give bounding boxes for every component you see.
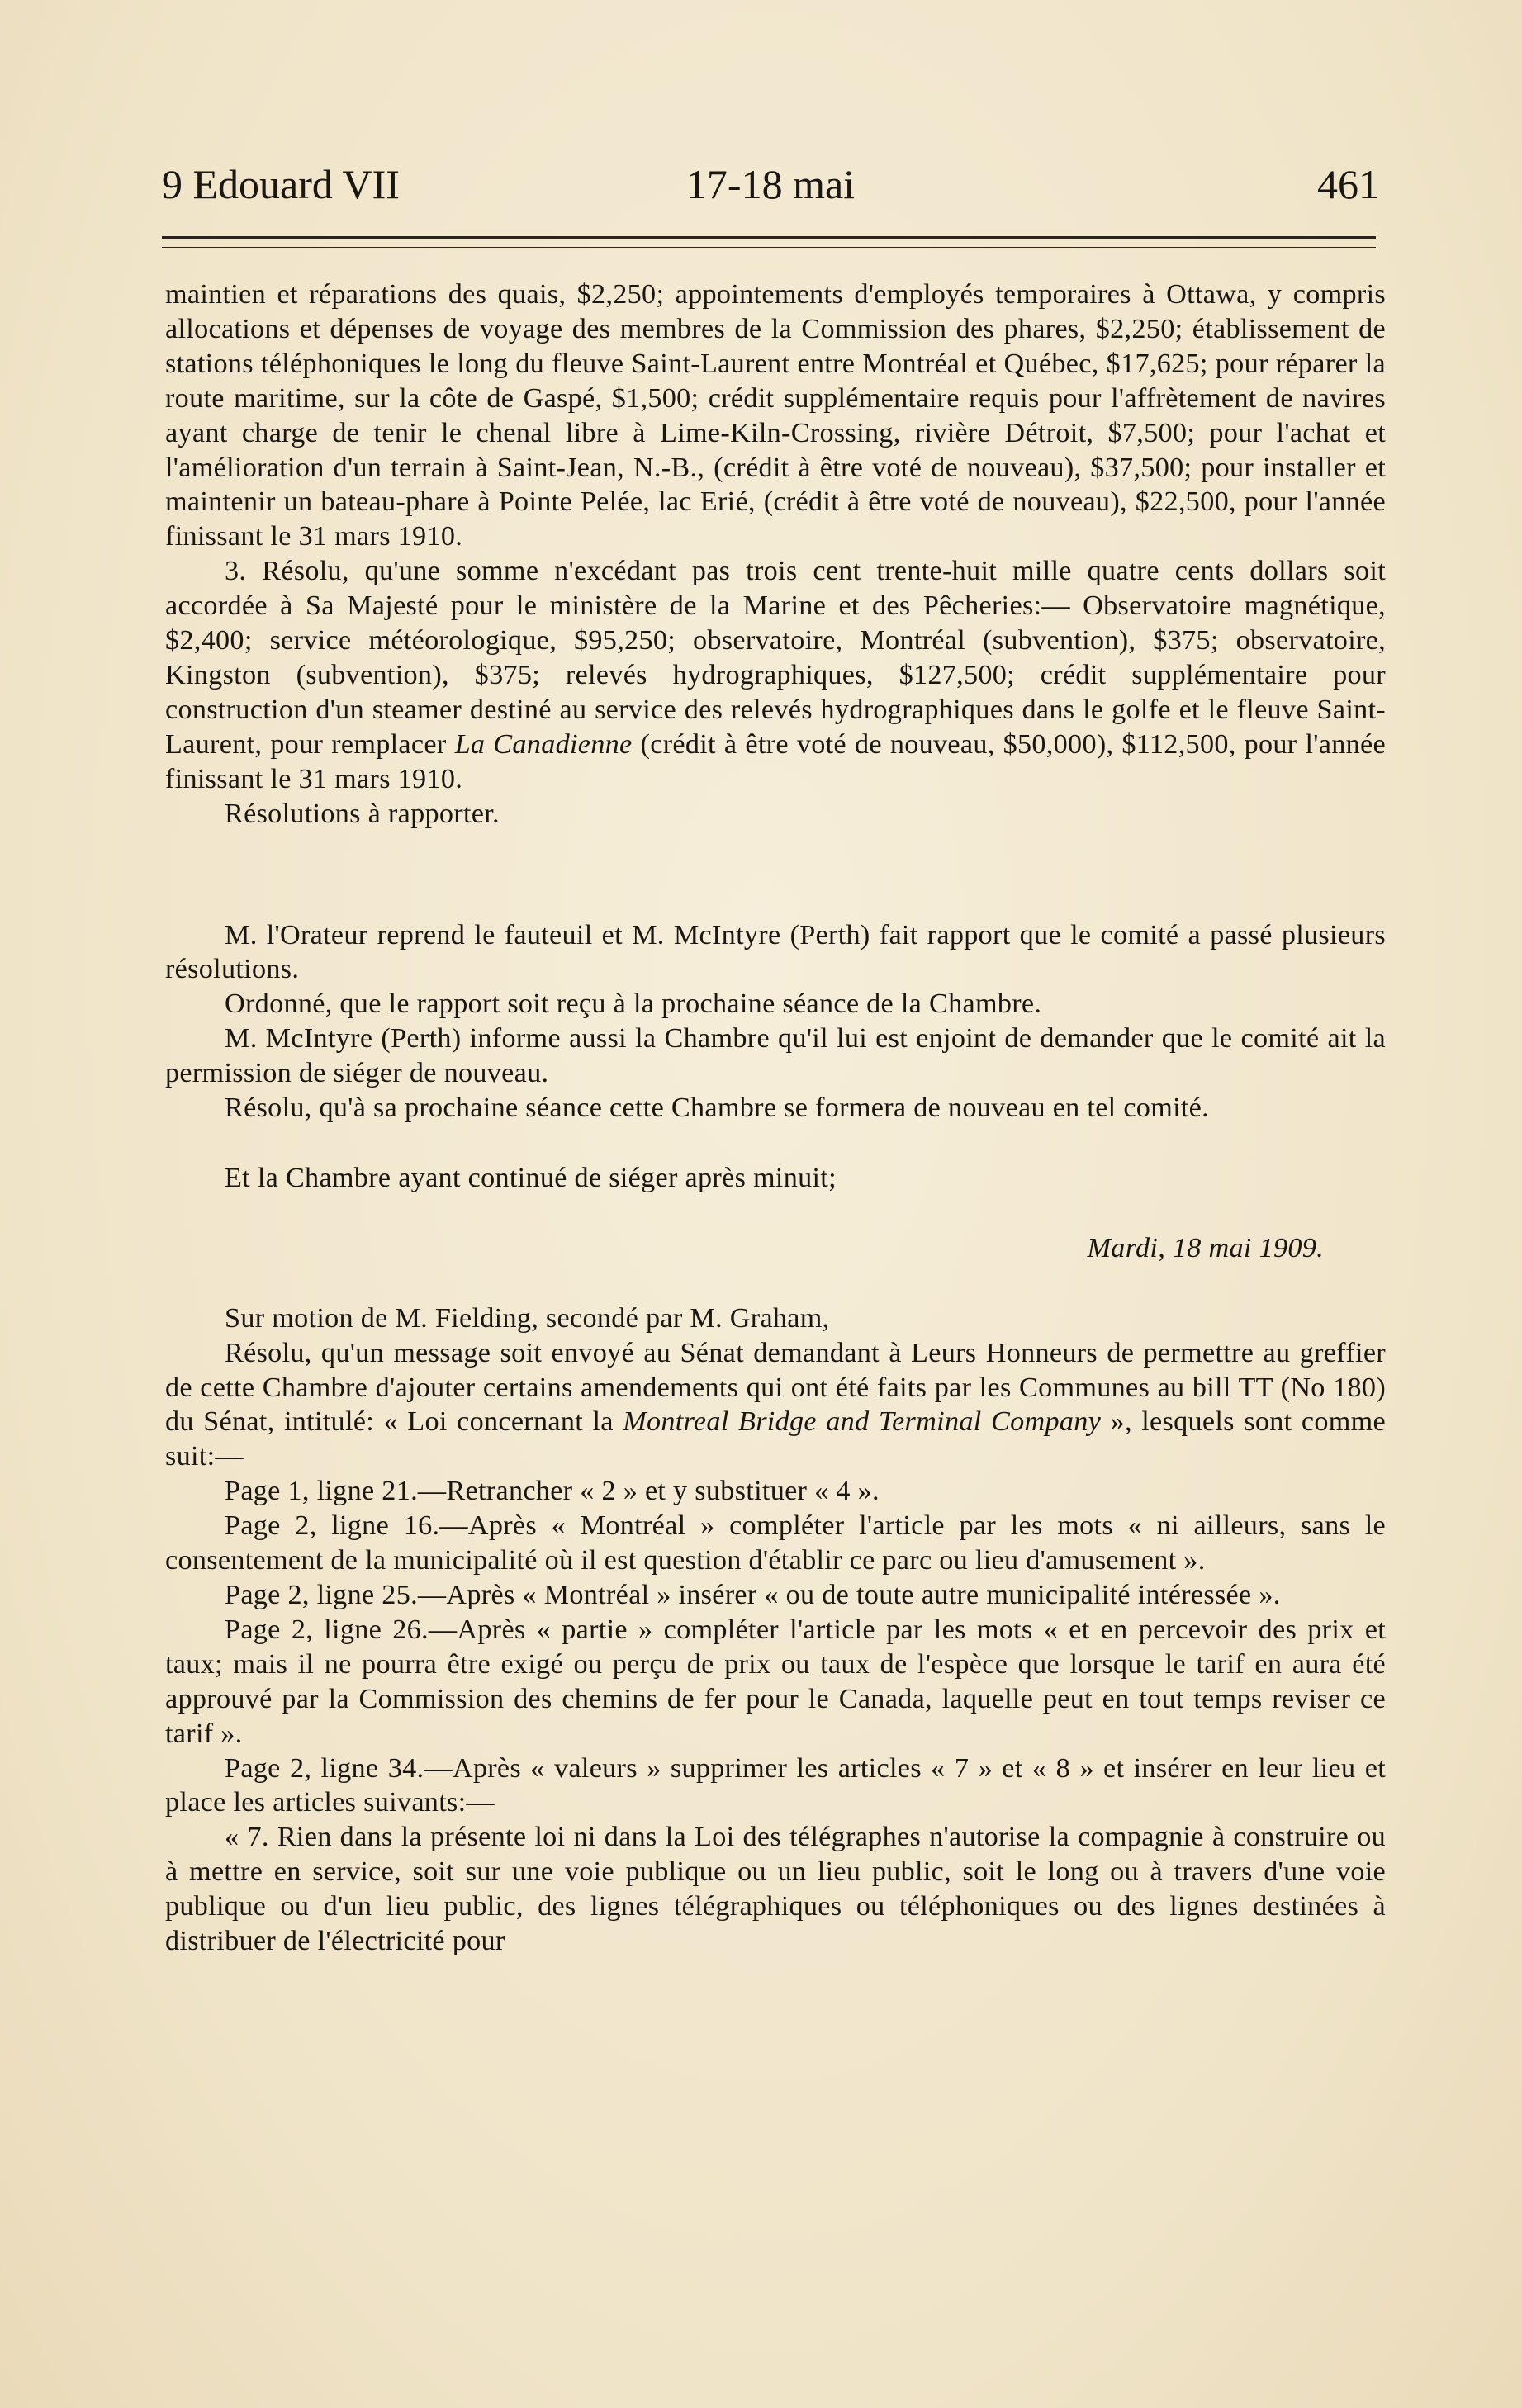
paragraph-mcintyre: M. McIntyre (Perth) informe aussi la Chambre qu'il lui est enjoint de demander que le comité ait la permission de siéger de nouveau. [165,1023,1386,1089]
paragraph-resolutions-report: Résolutions à rapporter. [225,798,500,829]
header-date-range: 17-18 mai [685,161,856,207]
paragraph-resolution-3: 3. Résolu, qu'une somme n'excédant pas trois cent trente-huit mille quatre cents dollars soit accordée à Sa Majesté pour le ministère de la Marine et des Pêcheries:— Observatoire magnétique, $2,400; service météorologique, $95,250; observatoire, Montréal (subvention), $375; observatoire, Kingston (subvention), $375; relevés hydrographiques, $127,500; crédit supplémentaire pour construction d'un steamer destiné au service des relevés hydrographiques dans le golfe et le fleuve Saint-Laurent, pour remplacer La Canadienne (crédit à être voté de nouveau, $50,000), $112,500, pour l'année finissant le 31 mars 1910. [165,556,1386,794]
section-gap [165,1196,1386,1231]
amendment-page2-line26: Page 2, ligne 26.—Après « partie » compléter l'article par les mots « et en percevoir des prix et taux; mais il ne pourra être exigé ou perçu de prix ou taux de l'espèce que lorsque le tarif en aura été approuvé par la Commission des chemins de fer pour le Canada, laquelle peut en tout temps reviser ce tarif ». [165,1614,1386,1749]
paragraph-apres-minuit: Et la Chambre ayant continué de siéger après minuit; [225,1162,837,1193]
section-gap [165,1126,1386,1161]
date-heading: Mardi, 18 mai 1909. [1087,1232,1324,1263]
header-double-rule [162,236,1376,248]
amendment-page2-line34: Page 2, ligne 34.—Après « valeurs » supprimer les articles « 7 » et « 8 » et insérer en leur lieu et place les articles suivants:— [165,1752,1386,1818]
amendment-page2-line25: Page 2, ligne 25.—Après « Montréal » insérer « ou de toute autre municipalité intéressée ». [225,1580,1281,1610]
amendment-page1-line21: Page 1, ligne 21.—Retrancher « 2 » et y substituer « 4 ». [225,1476,880,1507]
section-gap [165,832,1386,918]
paragraph-orateur: M. l'Orateur reprend le fauteuil et M. McIntyre (Perth) fait rapport que le comité a passé plusieurs résolutions. [165,919,1386,985]
amendment-page2-line16: Page 2, ligne 16.—Après « Montréal » compléter l'article par les mots « ni ailleurs, sans le consentement de la municipalité où il est question d'établir ce parc ou lieu d'amusement ». [165,1510,1386,1576]
page-number: 461 [1317,161,1379,207]
section-gap [165,1266,1386,1301]
paragraph-ordonne: Ordonné, que le rapport soit reçu à la prochaine séance de la Chambre. [225,988,1042,1020]
paragraph-motion: Sur motion de M. Fielding, secondé par M. Graham, [225,1302,830,1334]
page-body [165,277,1386,1959]
header-regnal-year: 9 Edouard VII [162,161,400,207]
paragraph-continuation: maintien et réparations des quais, $2,250; appointements d'employés temporaires à Ottawa, y compris allocations et dépenses de voyage des membres de la Commission des phares, $2,250; établissement de stations téléphoniques le long du fleuve Saint-Laurent entre Montréal et Québec, $17,625; pour réparer la route maritime, sur la côte de Gaspé, $1,500; crédit supplémentaire requis pour l'affrètement de navires ayant charge de tenir le chenal libre à Lime-Kiln-Crossing, rivière Détroit, $7,500; pour l'achat et l'amélioration d'un terrain à Saint-Jean, N.-B., (crédit à être voté de nouveau), $37,500; pour installer et maintenir un bateau-phare à Pointe Pelée, lac Erié, (crédit à être voté de nouveau), $22,500, pour l'année finissant le 31 mars 1910. [165,279,1386,552]
paragraph-resolu-comite: Résolu, qu'à sa prochaine séance cette Chambre se formera de nouveau en tel comité. [225,1093,1209,1124]
paragraph-message-senat: Résolu, qu'un message soit envoyé au Sénat demandant à Leurs Honneurs de permettre au greffier de cette Chambre d'ajouter certains amendements qui ont été faits par les Communes au bill TT (No 180) du Sénat, intitulé: « Loi concernant la Montreal Bridge and Terminal Company », lesquels sont comme suit:— [165,1337,1386,1472]
article-7-text: « 7. Rien dans la présente loi ni dans la Loi des télégraphes n'autorise la compagnie à construire ou à mettre en service, soit sur une voie publique ou un lieu public, soit le long ou à travers d'une voie publique ou d'un lieu public, des lignes télégraphiques ou téléphoniques ou des lignes destinées à distribuer de l'électricité pour [165,1822,1386,1957]
company-name: Montreal Bridge and Terminal Company [623,1406,1102,1438]
page-header [162,155,1379,213]
ship-name: La Canadienne [454,728,633,760]
